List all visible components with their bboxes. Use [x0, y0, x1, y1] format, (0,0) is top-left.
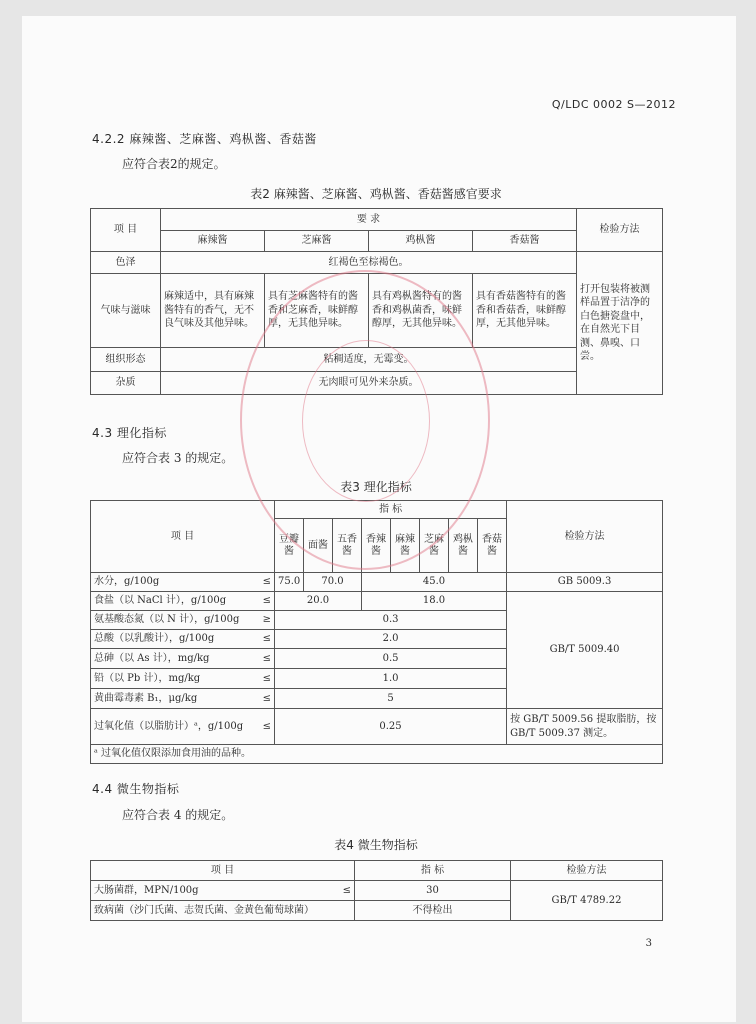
table3-caption: 表3 理化指标: [340, 480, 412, 494]
table4-header-index: 指 标: [355, 861, 511, 881]
table3-value: 18.0: [362, 592, 507, 611]
table3-value: 2.0: [275, 630, 507, 649]
table3-header-item: 项 目: [91, 501, 275, 573]
table2-impurity-label: 杂质: [91, 372, 161, 395]
table3-physicochemical-indices: [90, 500, 663, 764]
section-title-4-4: 4.4 微生物指标: [92, 782, 180, 796]
table4-header-item: 项 目: [91, 861, 355, 881]
table2-color-label: 色泽: [91, 252, 161, 274]
table3-value: 0.25: [275, 709, 507, 745]
table3-value: 5: [275, 689, 507, 709]
table3-method: GB 5009.3: [507, 573, 663, 592]
table3-row-label: 食盐（以 NaCl 计），g/100g ≤: [91, 592, 275, 611]
table3-product-header: 香辣酱: [362, 519, 391, 573]
section-text-4-3: 应符合表 3 的规定。: [122, 451, 234, 465]
table4-row-label: 致病菌（沙门氏菌、志贺氏菌、金黄色葡萄球菌）: [91, 901, 355, 921]
table3-row-label: 黄曲霉毒素 B₁，μg/kg ≤: [91, 689, 275, 709]
table2-sensory-requirements: [90, 208, 663, 395]
table3-footnote: ᵃ 过氧化值仅限添加食用油的品种。: [91, 745, 663, 764]
table3-product-header: 麻辣酱: [391, 519, 420, 573]
table2-caption: 表2 麻辣酱、芝麻酱、鸡枞酱、香菇酱感官要求: [250, 187, 502, 201]
table4-microbiological-indices: [90, 860, 663, 921]
table3-product-header: 芝麻酱: [420, 519, 449, 573]
table2-texture-value: 粘稠适度，无霉变。: [161, 348, 577, 372]
table2-smell-value: 麻辣适中，具有麻辣酱特有的香气，无不良气味及其他异味。: [161, 274, 265, 348]
section-title-4-3: 4.3 理化指标: [92, 426, 167, 440]
section-title-4-2-2: 4.2.2 麻辣酱、芝麻酱、鸡枞酱、香菇酱: [92, 132, 317, 146]
table2-smell-value: 具有芝麻酱特有的酱香和芝麻香，味鲜醇厚，无其他异味。: [265, 274, 369, 348]
table3-value: 45.0: [362, 573, 507, 592]
table2-header-item: 项 目: [91, 209, 161, 252]
table3-value: 75.0: [275, 573, 304, 592]
table2-smell-value: 具有香菇酱特有的酱香和香菇香，味鲜醇厚，无其他异味。: [473, 274, 577, 348]
table3-header-index: 指 标: [275, 501, 507, 519]
table4-value: 30: [355, 881, 511, 901]
table2-header-method: 检验方法: [577, 209, 663, 252]
table2-texture-label: 组织形态: [91, 348, 161, 372]
table4-caption: 表4 微生物指标: [334, 838, 418, 852]
table3-row-label: 总酸（以乳酸计），g/100g ≤: [91, 630, 275, 649]
table3-value: 0.5: [275, 649, 507, 669]
table3-product-header: 香菇酱: [478, 519, 507, 573]
table3-value: 70.0: [304, 573, 362, 592]
table3-method: 按 GB/T 5009.56 提取脂肪，按 GB/T 5009.37 测定。: [507, 709, 663, 745]
table2-sauce-header: 麻辣酱: [161, 231, 265, 252]
table3-row-label: 水分，g/100g ≤: [91, 573, 275, 592]
table4-header-method: 检验方法: [511, 861, 663, 881]
table2-smell-value: 具有鸡枞酱特有的酱香和鸡枞菌香，味鲜醇厚，无其他异味。: [369, 274, 473, 348]
table2-method-value: 打开包装将被测样品置于洁净的白色搪瓷盘中，在自然光下目测、鼻嗅、口尝。: [577, 252, 663, 395]
table4-method: GB/T 4789.22: [511, 881, 663, 921]
table4-row-label: 大肠菌群，MPN/100g ≤: [91, 881, 355, 901]
table3-row-label: 铅（以 Pb 计），mg/kg ≤: [91, 669, 275, 689]
table3-row-label: 过氧化值（以脂肪计）ᵃ，g/100g ≤: [91, 709, 275, 745]
section-text-4-4: 应符合表 4 的规定。: [122, 808, 234, 822]
table2-color-value: 红褐色至棕褐色。: [161, 252, 577, 274]
table2-sauce-header: 芝麻酱: [265, 231, 369, 252]
table3-product-header: 五香酱: [333, 519, 362, 573]
table3-value: 1.0: [275, 669, 507, 689]
table4-value: 不得检出: [355, 901, 511, 921]
table2-header-requirement: 要 求: [161, 209, 577, 231]
table2-sauce-header: 香菇酱: [473, 231, 577, 252]
section-text-4-2-2: 应符合表2的规定。: [122, 157, 226, 171]
table3-product-header: 鸡枞酱: [449, 519, 478, 573]
table3-method: GB/T 5009.40: [507, 592, 663, 709]
document-code: Q/LDC 0002 S—2012: [551, 98, 676, 111]
table2-smell-label: 气味与滋味: [91, 274, 161, 348]
table3-value: 0.3: [275, 611, 507, 630]
page-number: 3: [645, 938, 652, 949]
table3-row-label: 氨基酸态氮（以 N 计），g/100g ≥: [91, 611, 275, 630]
table3-product-header: 豆瓣酱: [275, 519, 304, 573]
table3-product-header: 面酱: [304, 519, 333, 573]
table2-sauce-header: 鸡枞酱: [369, 231, 473, 252]
table3-value: 20.0: [275, 592, 362, 611]
table3-header-method: 检验方法: [507, 501, 663, 573]
table2-impurity-value: 无肉眼可见外来杂质。: [161, 372, 577, 395]
table3-row-label: 总砷（以 As 计），mg/kg ≤: [91, 649, 275, 669]
